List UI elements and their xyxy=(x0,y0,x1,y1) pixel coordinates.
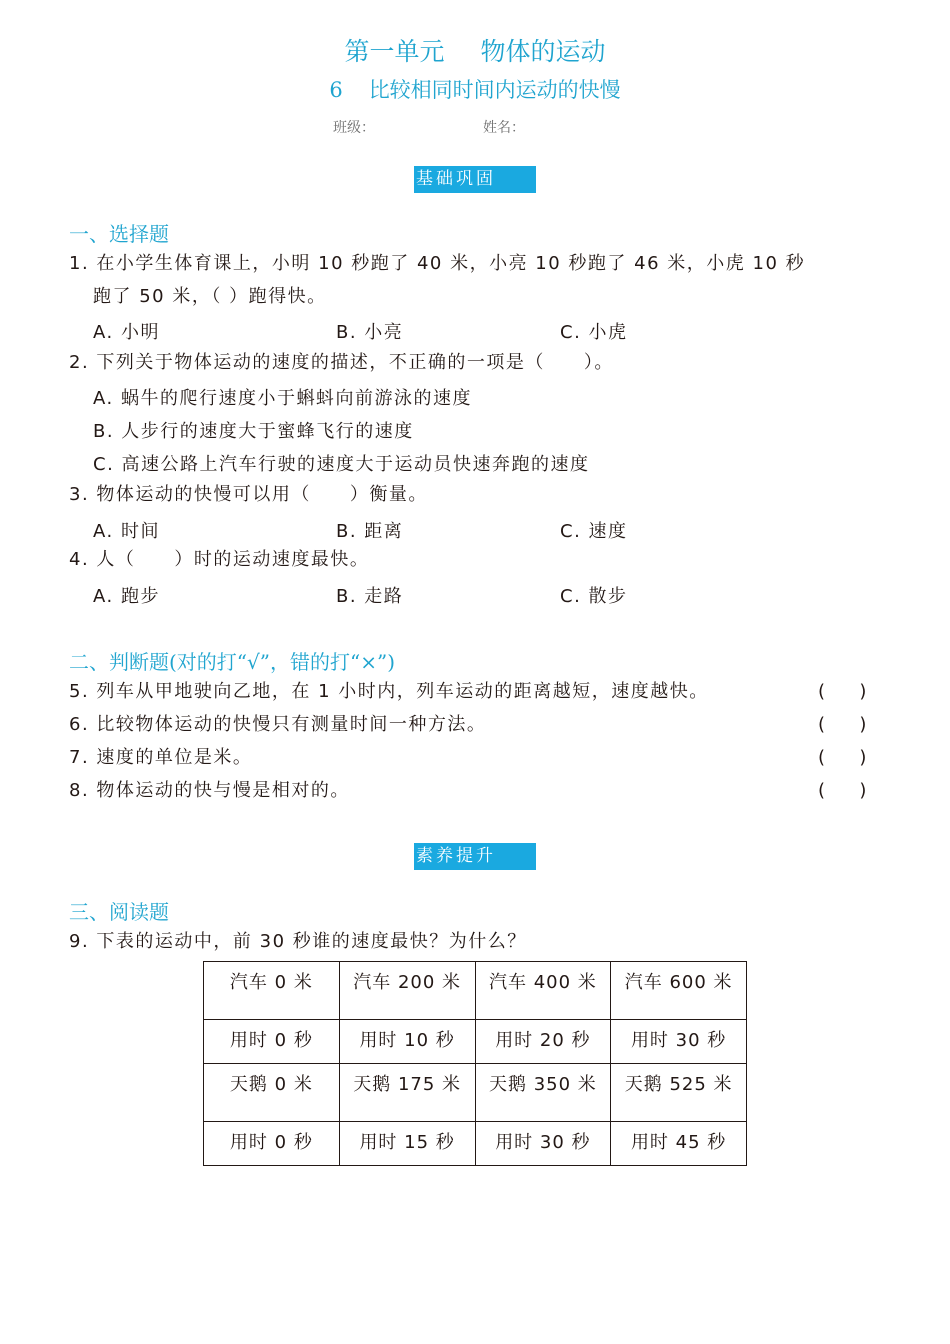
unit-topic: 物体的运动 xyxy=(480,37,606,66)
question-3-option-a: A. 时间 xyxy=(93,521,160,542)
table-cell: 用时 45 秒 xyxy=(611,1122,747,1166)
table-cell: 用时 10 秒 xyxy=(339,1020,475,1064)
question-1-option-b: B. 小亮 xyxy=(336,322,404,343)
question-2-option-c: C. 高速公路上汽车行驶的速度大于运动员快速奔跑的速度 xyxy=(93,454,590,475)
question-3-option-c: C. 速度 xyxy=(560,521,628,542)
table-cell: 汽车 400 米 xyxy=(475,962,611,1020)
question-3-option-b: B. 距离 xyxy=(336,521,404,542)
section-choice-title: 一、选择题 xyxy=(69,222,169,246)
motion-data-table xyxy=(203,961,747,1166)
lesson-number: 6 xyxy=(329,78,343,102)
unit-title xyxy=(0,32,950,68)
lesson-name: 比较相同时间内运动的快慢 xyxy=(368,78,621,102)
table-cell: 天鹅 0 米 xyxy=(204,1064,340,1122)
table-cell: 天鹅 175 米 xyxy=(339,1064,475,1122)
table-cell: 用时 0 秒 xyxy=(204,1020,340,1064)
table-cell: 用时 20 秒 xyxy=(475,1020,611,1064)
question-9: 9. 下表的运动中，前 30 秒谁的速度最快？为什么？ xyxy=(69,931,527,952)
question-1-line1: 1. 在小学生体育课上，小明 10 秒跑了 40 米，小亮 10 秒跑了 46 米，小虎 10 秒 xyxy=(69,253,806,274)
question-2-option-b: B. 人步行的速度大于蜜蜂飞行的速度 xyxy=(93,421,414,442)
unit-label: 第一单元 xyxy=(344,37,445,66)
table-row xyxy=(204,1020,747,1064)
table-row xyxy=(204,1064,747,1122)
question-4-option-c: C. 散步 xyxy=(560,586,628,607)
judge-item-8: 8. 物体运动的快与慢是相对的。 xyxy=(69,780,350,801)
section-judge-title: 二、判断题(对的打“√”，错的打“×”) xyxy=(69,650,396,674)
table-row xyxy=(204,1122,747,1166)
judge-item-7: 7. 速度的单位是米。 xyxy=(69,747,253,768)
question-2-option-a: A. 蜗牛的爬行速度小于蝌蚪向前游泳的速度 xyxy=(93,388,472,409)
table-cell: 天鹅 350 米 xyxy=(475,1064,611,1122)
class-label: 班级： xyxy=(333,120,375,136)
table-row xyxy=(204,962,747,1020)
name-label: 姓名： xyxy=(483,120,525,136)
question-1-option-a: A. 小明 xyxy=(93,322,160,343)
judge-item-6: 6. 比较物体运动的快慢只有测量时间一种方法。 xyxy=(69,714,487,735)
question-3: 3. 物体运动的快慢可以用（ ）衡量。 xyxy=(69,484,428,505)
table-cell: 用时 30 秒 xyxy=(611,1020,747,1064)
basic-section-badge: 基础巩固 xyxy=(414,166,536,193)
table-cell: 汽车 600 米 xyxy=(611,962,747,1020)
lesson-title xyxy=(0,74,950,104)
question-4-option-b: B. 走路 xyxy=(336,586,404,607)
question-1-line2: 跑了 50 米，（ ）跑得快。 xyxy=(93,286,327,307)
table-cell: 用时 15 秒 xyxy=(339,1122,475,1166)
table-cell: 用时 0 秒 xyxy=(204,1122,340,1166)
table-cell: 汽车 200 米 xyxy=(339,962,475,1020)
question-4: 4. 人（ ）时的运动速度最快。 xyxy=(69,549,370,570)
table-cell: 用时 30 秒 xyxy=(475,1122,611,1166)
answer-paren-5[interactable]: ( ) xyxy=(818,681,867,702)
table-cell: 天鹅 525 米 xyxy=(611,1064,747,1122)
answer-paren-6[interactable]: ( ) xyxy=(818,714,867,735)
answer-paren-7[interactable]: ( ) xyxy=(818,747,867,768)
question-4-option-a: A. 跑步 xyxy=(93,586,160,607)
question-2: 2. 下列关于物体运动的速度的描述，不正确的一项是（ ）。 xyxy=(69,352,614,373)
judge-item-5: 5. 列车从甲地驶向乙地，在 1 小时内，列车运动的距离越短，速度越快。 xyxy=(69,681,709,702)
section-reading-title: 三、阅读题 xyxy=(69,900,169,924)
table-cell: 汽车 0 米 xyxy=(204,962,340,1020)
question-1-option-c: C. 小虎 xyxy=(560,322,628,343)
advanced-section-badge: 素养提升 xyxy=(414,843,536,870)
answer-paren-8[interactable]: ( ) xyxy=(818,780,867,801)
